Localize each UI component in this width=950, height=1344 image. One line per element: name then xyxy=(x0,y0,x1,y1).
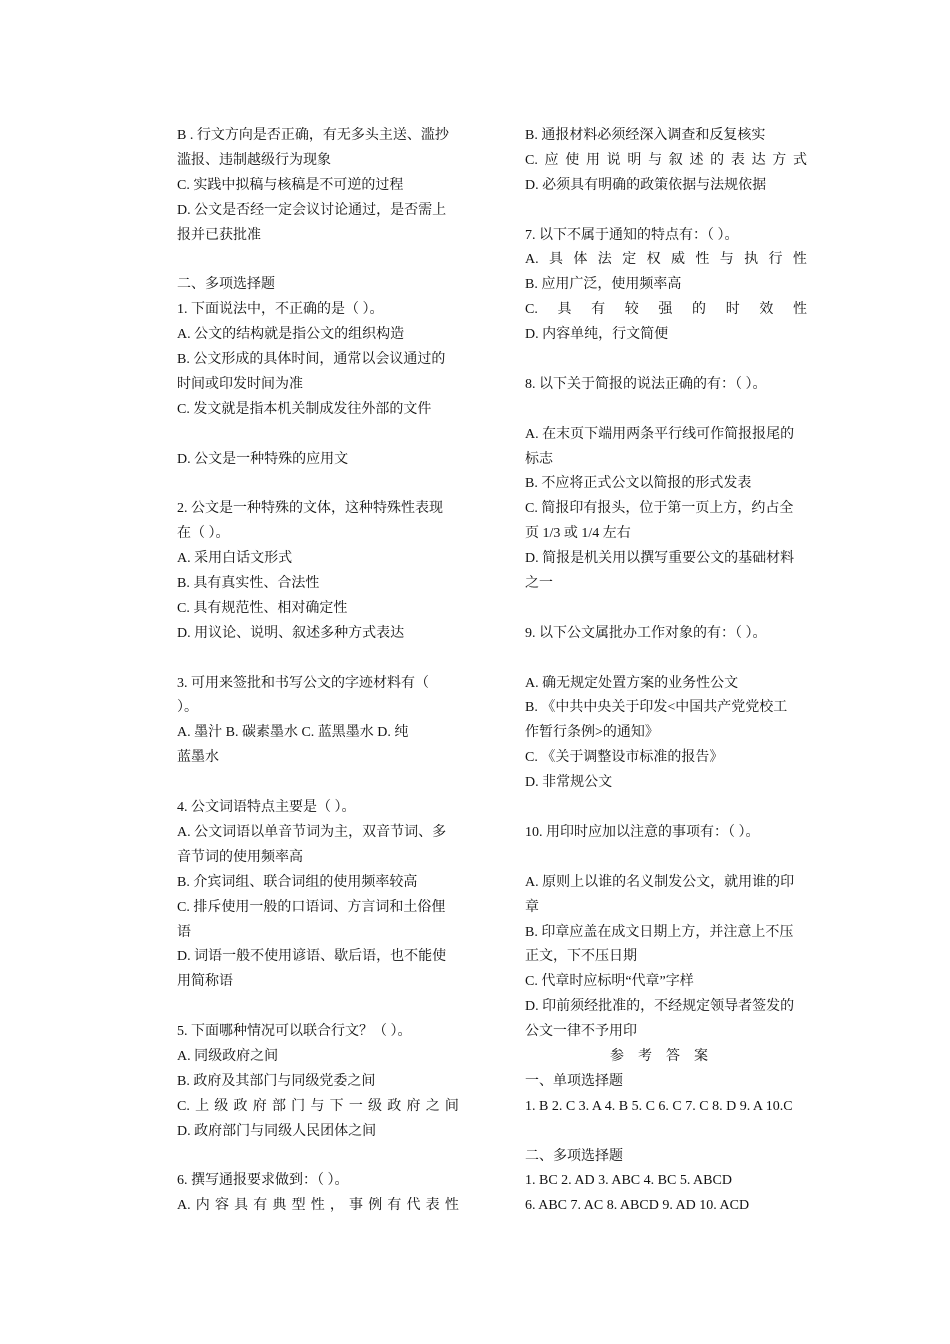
text-fragment: 的 xyxy=(692,302,707,318)
text-line: B. 具有真实性、合法性 xyxy=(177,576,320,592)
text-line: 6. 撰写通报要求做到：（ ）。 xyxy=(177,1173,349,1189)
text-fragment: A. xyxy=(177,1198,191,1214)
blank-line xyxy=(177,647,459,672)
text-line: 一、单项选择题 xyxy=(525,1073,623,1089)
text-line: B. 《中共中央关于印发<中国共产党党校工 xyxy=(525,700,788,716)
text-line xyxy=(525,149,807,174)
blank-line xyxy=(177,472,459,497)
text-line: 音节词的使用频率高 xyxy=(177,849,303,865)
text-fragment: 达 xyxy=(751,152,766,168)
text-fragment: 用 xyxy=(585,152,600,168)
text-fragment: 政 xyxy=(387,1098,402,1114)
text-fragment: 叙 xyxy=(668,152,683,168)
text-line: D. 公文是一种特殊的应用文 xyxy=(177,451,349,467)
text-fragment: 强 xyxy=(658,302,673,318)
text-fragment: 部 xyxy=(271,1098,286,1114)
text-line: 10. 用印时应加以注意的事项有：（ ）。 xyxy=(525,824,760,840)
text-line: D. 词语一般不使用谚语、歇后语，也不能使 xyxy=(177,949,447,965)
text-line: D. 简报是机关用以撰写重要公文的基础材料 xyxy=(525,551,795,567)
text-fragment: 述 xyxy=(689,152,704,168)
blank-line xyxy=(525,597,807,622)
text-line: 3. 可用来签批和书写公文的字迹材料有（ xyxy=(177,675,429,691)
text-fragment: 型 xyxy=(291,1198,306,1214)
blank-line xyxy=(525,1120,807,1145)
text-line: 二、多项选择题 xyxy=(177,277,275,293)
text-fragment: 代 xyxy=(406,1198,421,1214)
text-line: 之一 xyxy=(525,576,553,592)
text-line: B. 印章应盖在成文日期上方，并注意上不压 xyxy=(525,924,794,940)
text-fragment: C. xyxy=(177,1098,190,1114)
text-fragment: 与 xyxy=(719,252,734,268)
text-line: 1. 下面说法中，不正确的是（ ）。 xyxy=(177,302,384,318)
answer-heading: 参考答案 xyxy=(610,1048,722,1064)
text-fragment: 府 xyxy=(406,1098,421,1114)
blank-line xyxy=(177,423,459,448)
blank-line xyxy=(525,647,807,672)
text-fragment: 一 xyxy=(348,1098,363,1114)
text-fragment: 具 xyxy=(234,1198,249,1214)
text-fragment: 效 xyxy=(759,302,774,318)
text-line: 5. 下面哪种情况可以联合行文？（ ）。 xyxy=(177,1024,412,1040)
text-fragment: 级 xyxy=(214,1098,229,1114)
text-fragment: 门 xyxy=(291,1098,306,1114)
right-column xyxy=(525,124,807,1219)
text-fragment: 具 xyxy=(549,252,564,268)
text-fragment: 之 xyxy=(425,1098,440,1114)
text-line: A. 墨汁 B. 碳素墨水 C. 蓝黑墨水 D. 纯 xyxy=(177,725,409,741)
text-fragment: 使 xyxy=(565,152,580,168)
text-line: D. 必须具有明确的政策依据与法规依据 xyxy=(525,177,767,193)
text-line: 报并已获批准 xyxy=(177,227,261,243)
text-fragment: 较 xyxy=(624,302,639,318)
text-line: A. 采用白话文形式 xyxy=(177,551,293,567)
text-line: C. 发文就是指本机关制成发往外部的文件 xyxy=(177,401,432,417)
blank-line xyxy=(177,771,459,796)
text-line: B. 介宾词组、联合词组的使用频率较高 xyxy=(177,874,418,890)
text-line: A. 同级政府之间 xyxy=(177,1048,279,1064)
text-line: 页 1/3 或 1/4 左右 xyxy=(525,526,631,542)
text-line: D. 非常规公文 xyxy=(525,775,613,791)
text-line xyxy=(525,298,807,323)
text-line: 滥报、违制越级行为现象 xyxy=(177,152,331,168)
text-fragment: 表 xyxy=(425,1198,440,1214)
text-fragment: 明 xyxy=(627,152,642,168)
text-line: C. 《关于调整设市标准的报告》 xyxy=(525,750,724,766)
text-fragment: 与 xyxy=(648,152,663,168)
text-line: 语 xyxy=(177,924,191,940)
text-fragment: 间 xyxy=(444,1098,459,1114)
text-fragment: 的 xyxy=(710,152,725,168)
text-fragment: 下 xyxy=(329,1098,344,1114)
text-line: D. 印前须经批准的，不经规定领导者签发的 xyxy=(525,999,795,1015)
text-fragment: 性 xyxy=(792,302,807,318)
blank-line xyxy=(177,995,459,1020)
text-fragment: 法 xyxy=(597,252,612,268)
blank-line xyxy=(177,248,459,273)
text-line: B . 行文方向是否正确，有无多头主送、滥抄 xyxy=(177,128,449,143)
text-line xyxy=(525,248,807,273)
text-fragment: C. xyxy=(525,152,538,168)
blank-line xyxy=(525,348,807,373)
text-line: 章 xyxy=(525,899,539,915)
text-line: B. 公文形成的具体时间，通常以会议通过的 xyxy=(177,352,446,368)
text-fragment: 有 xyxy=(591,302,606,318)
text-fragment: 府 xyxy=(252,1098,267,1114)
text-line: A. 公文的结构就是指公文的组织构造 xyxy=(177,327,405,343)
text-line: D. 公文是否经一定会议讨论通过，是否需上 xyxy=(177,202,447,218)
text-line: 蓝墨水 xyxy=(177,750,219,766)
text-line: B. 不应将正式公文以简报的形式发表 xyxy=(525,476,752,492)
blank-line xyxy=(177,1145,459,1170)
text-line: 作暂行条例>的通知》 xyxy=(525,725,659,741)
text-fragment: 例 xyxy=(368,1198,383,1214)
text-fragment: 有 xyxy=(253,1198,268,1214)
text-line: 6. ABC 7. AC 8. ABCD 9. AD 10. ACD xyxy=(525,1198,750,1214)
text-line: 标志 xyxy=(525,451,553,467)
text-fragment: 内 xyxy=(195,1198,210,1214)
text-fragment: 体 xyxy=(573,252,588,268)
text-fragment: 应 xyxy=(544,152,559,168)
text-line: D. 用议论、说明、叙述多种方式表达 xyxy=(177,625,405,641)
text-fragment: 时 xyxy=(725,302,740,318)
text-fragment: 具 xyxy=(557,302,572,318)
text-fragment: 有 xyxy=(387,1198,402,1214)
text-fragment: A. xyxy=(525,252,539,268)
text-fragment: 级 xyxy=(368,1098,383,1114)
text-fragment: 事 xyxy=(349,1198,364,1214)
text-fragment: 行 xyxy=(768,252,783,268)
text-fragment: 政 xyxy=(233,1098,248,1114)
text-fragment: 方 xyxy=(772,152,787,168)
blank-line xyxy=(525,199,807,224)
text-line: 二、多项选择题 xyxy=(525,1148,623,1164)
text-line: B. 应用广泛，使用频率高 xyxy=(525,277,682,293)
left-column xyxy=(177,124,459,1219)
text-fragment: 执 xyxy=(744,252,759,268)
text-line: ）。 xyxy=(177,700,198,716)
text-fragment: 性 xyxy=(792,252,807,268)
text-fragment: 表 xyxy=(730,152,745,168)
blank-line xyxy=(525,846,807,871)
text-fragment: C. xyxy=(525,302,538,318)
text-line: A. 在末页下端用两条平行线可作简报报尾的 xyxy=(525,426,795,442)
text-fragment: 上 xyxy=(195,1098,210,1114)
text-fragment: 与 xyxy=(310,1098,325,1114)
text-line: D. 政府部门与同级人民团体之间 xyxy=(177,1123,377,1139)
blank-line xyxy=(525,796,807,821)
text-line: C. 具有规范性、相对确定性 xyxy=(177,600,348,616)
text-line: A. 确无规定处置方案的业务性公文 xyxy=(525,675,739,691)
text-line: C. 简报印有报头，位于第一页上方，约占全 xyxy=(525,501,794,517)
text-line: 4. 公文词语特点主要是（ ）。 xyxy=(177,800,356,816)
text-line: B. 政府及其部门与同级党委之间 xyxy=(177,1073,376,1089)
text-fragment: 式 xyxy=(792,152,807,168)
text-fragment: 威 xyxy=(670,252,685,268)
text-fragment: 性 xyxy=(444,1198,459,1214)
text-line xyxy=(177,1095,459,1120)
text-line: 时间或印发时间为准 xyxy=(177,376,303,392)
blank-line xyxy=(525,398,807,423)
text-fragment: 定 xyxy=(622,252,637,268)
text-fragment: ， xyxy=(329,1198,344,1214)
text-fragment: 性 xyxy=(695,252,710,268)
text-fragment: 说 xyxy=(606,152,621,168)
text-line: C. 排斥使用一般的口语词、方言词和土俗俚 xyxy=(177,899,446,915)
text-line: 1. BC 2. AD 3. ABC 4. BC 5. ABCD xyxy=(525,1173,732,1189)
text-line: 7. 以下不属于通知的特点有：（ ）。 xyxy=(525,227,739,243)
text-line: 9. 以下公文属批办工作对象的有：（ ）。 xyxy=(525,625,767,641)
text-line: A. 公文词语以单音节词为主，双音节词、多 xyxy=(177,824,447,840)
text-line: 用简称语 xyxy=(177,974,233,990)
text-fragment: 容 xyxy=(214,1198,229,1214)
text-line: A. 原则上以谁的名义制发公文，就用谁的印 xyxy=(525,874,795,890)
text-line xyxy=(177,1194,459,1219)
text-line: C. 实践中拟稿与核稿是不可逆的过程 xyxy=(177,177,404,193)
text-line: 在（ ）。 xyxy=(177,526,230,542)
text-line: D. 内容单纯，行文简便 xyxy=(525,327,669,343)
text-line: 2. 公文是一种特殊的文体，这种特殊性表现 xyxy=(177,501,443,517)
text-fragment: 典 xyxy=(272,1198,287,1214)
text-line: 正文，下不压日期 xyxy=(525,949,637,965)
text-line: B. 通报材料必须经深入调查和反复核实 xyxy=(525,128,766,143)
text-line: 8. 以下关于简报的说法正确的有：（ ）。 xyxy=(525,376,767,392)
text-line: 1. B 2. C 3. A 4. B 5. C 6. C 7. C 8. D 9. A 10.C xyxy=(525,1098,793,1114)
text-line: 公文一律不予用印 xyxy=(525,1024,637,1040)
text-fragment: 权 xyxy=(646,252,661,268)
text-line: C. 代章时应标明“代章”字样 xyxy=(525,974,694,990)
text-fragment: 性 xyxy=(310,1198,325,1214)
